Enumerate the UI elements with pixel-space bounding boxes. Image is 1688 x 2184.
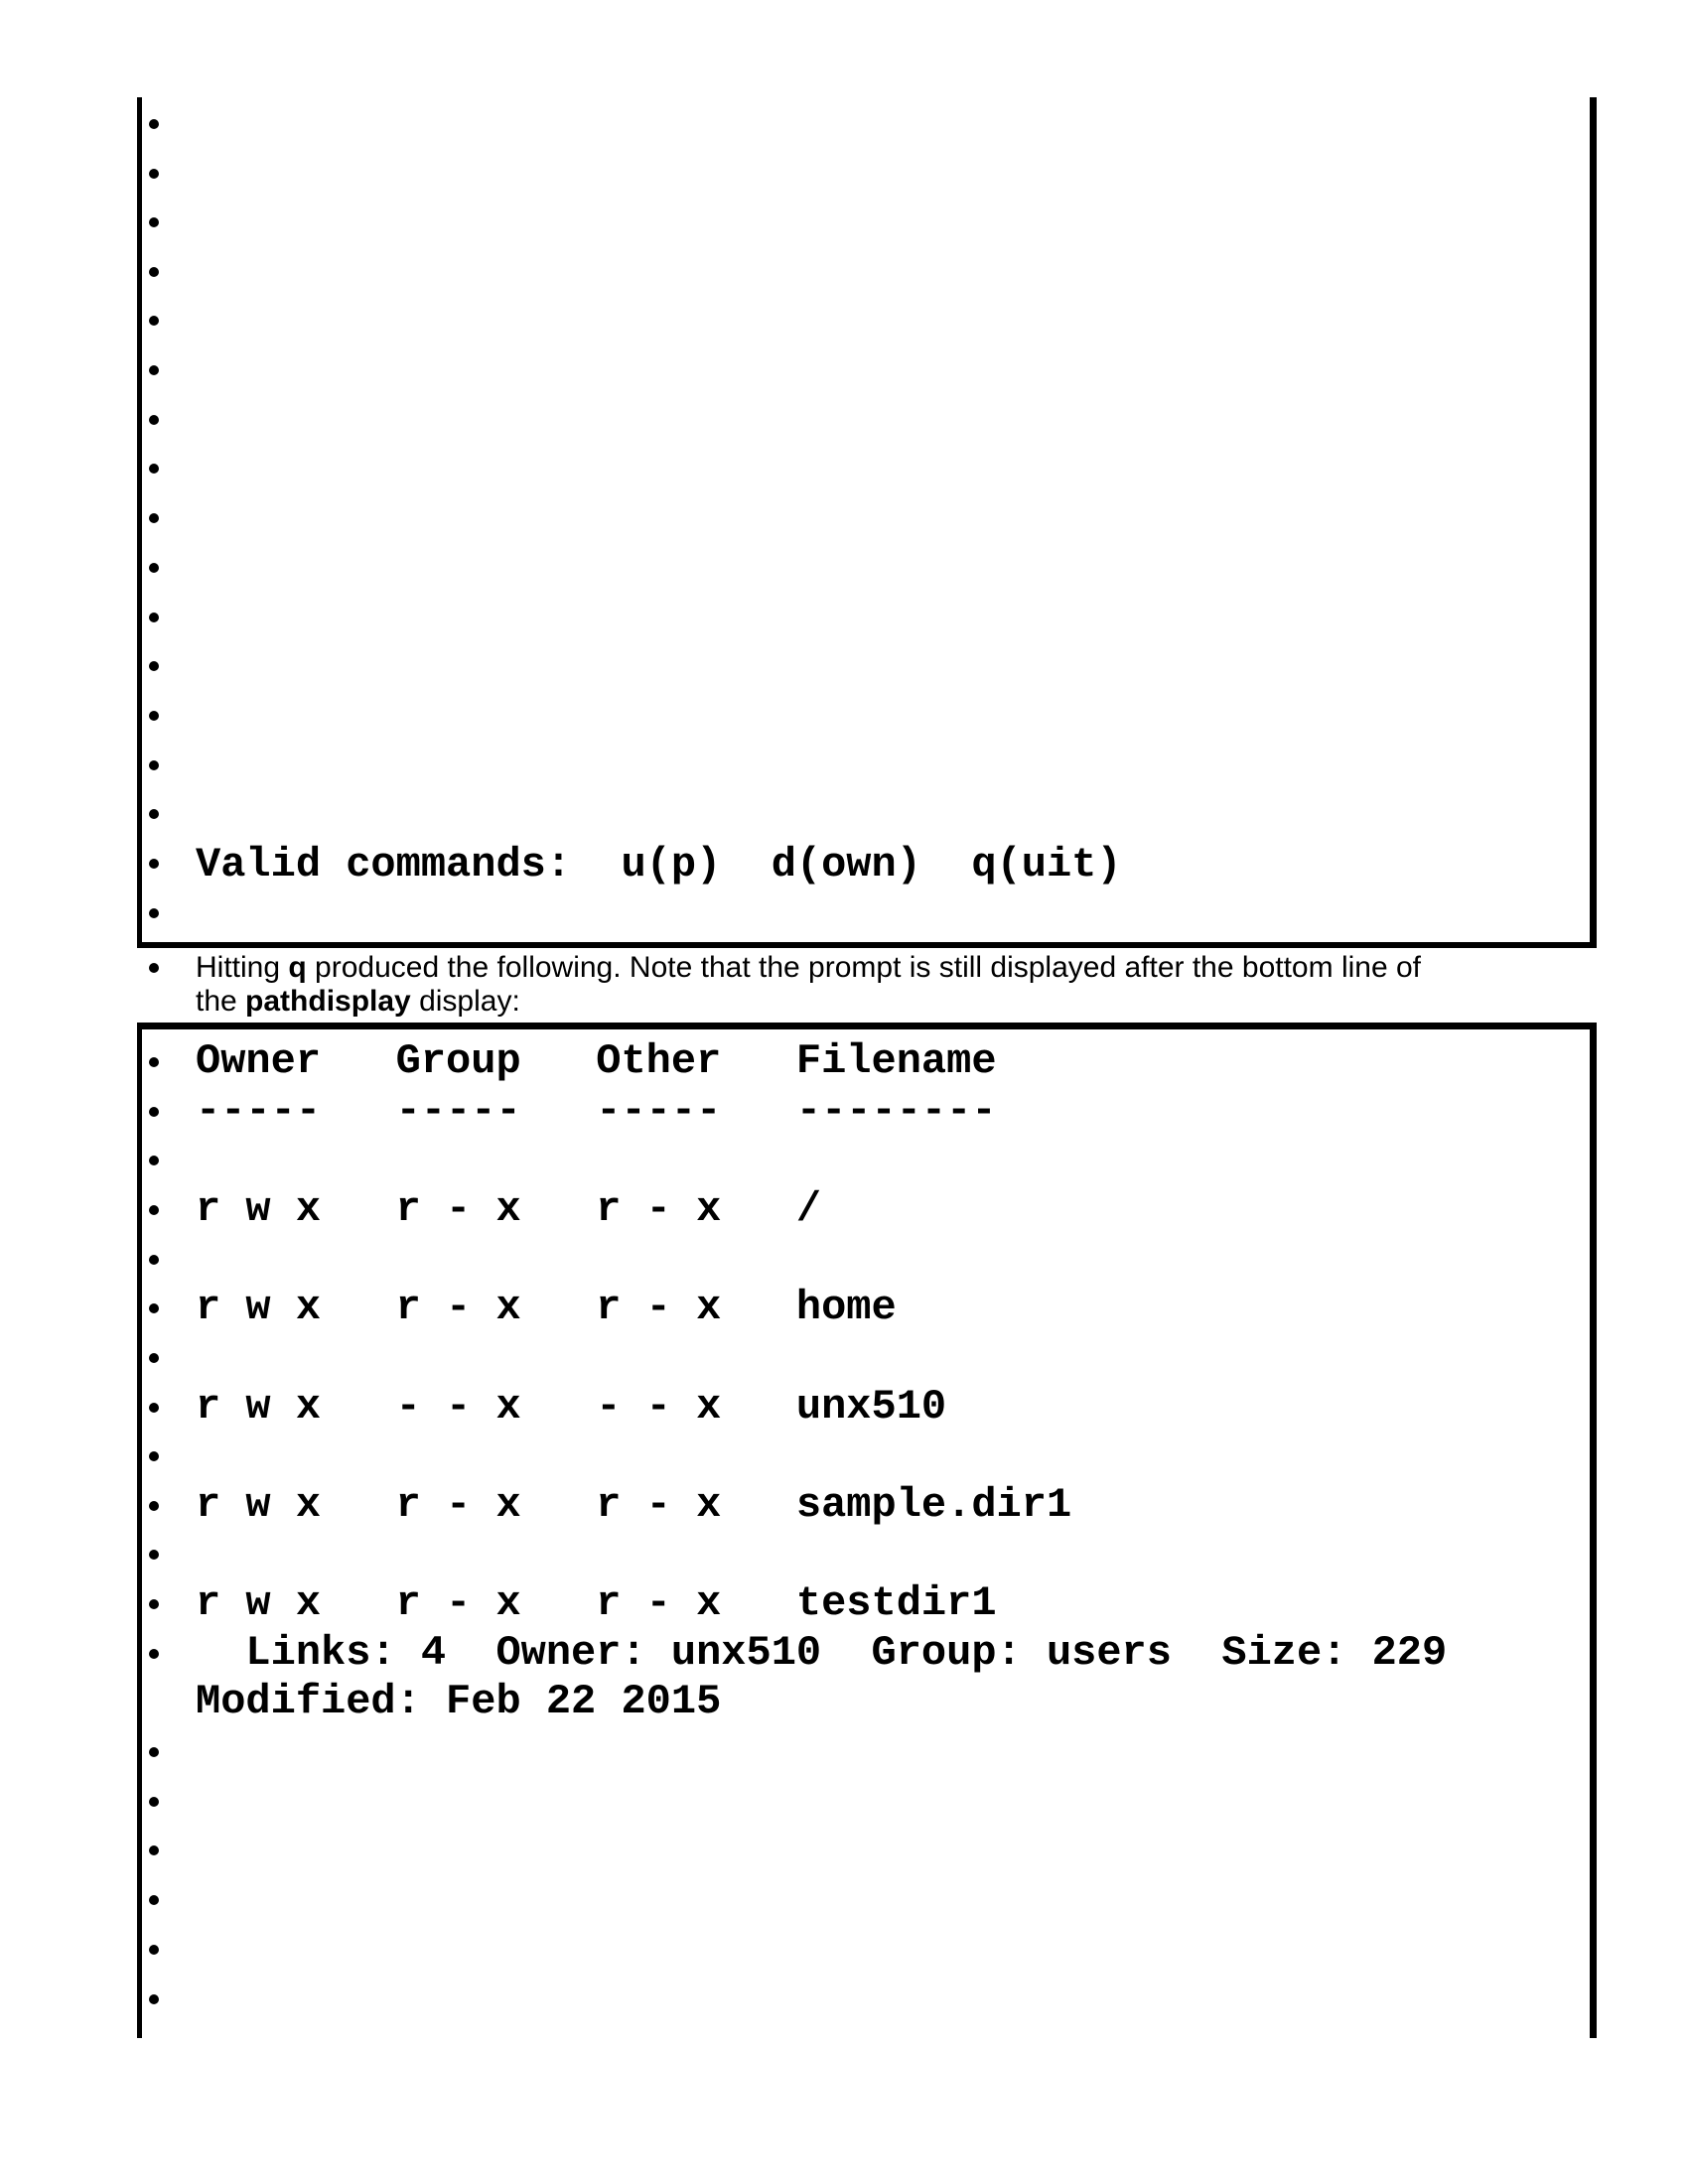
bullet [149, 1550, 159, 1560]
bullet [149, 415, 159, 425]
table-row: r w x r - x r - x / [196, 1185, 822, 1233]
bullet [149, 1403, 159, 1413]
bullet [149, 1845, 159, 1855]
bullet [149, 711, 159, 721]
bullet [149, 1057, 159, 1067]
valid-commands-line: Valid commands: u(p) d(own) q(uit) [196, 841, 1122, 888]
bullet [149, 859, 159, 869]
table-row: r w x - - x - - x unx510 [196, 1383, 947, 1431]
bullet [149, 1797, 159, 1807]
bullet [149, 1451, 159, 1461]
bullet [149, 1599, 159, 1609]
bullet [149, 809, 159, 819]
bullet [149, 169, 159, 179]
bullet [149, 1107, 159, 1117]
bullet [149, 1895, 159, 1905]
bullet [149, 1945, 159, 1955]
file-details-line-1: Links: 4 Owner: unx510 Group: users Size: 229 [196, 1629, 1448, 1677]
caption-line-1: Hitting q produced the following. Note that the prompt is still displayed after the bottom line of [196, 951, 1421, 984]
bullet [149, 119, 159, 129]
bullet [149, 1205, 159, 1215]
table-header: Owner Group Other Filename [196, 1037, 997, 1085]
bullet [149, 365, 159, 375]
program-name: pathdisplay [245, 985, 411, 1018]
bullet [149, 1303, 159, 1313]
table-row: r w x r - x r - x testdir1 [196, 1579, 997, 1627]
bullet [149, 563, 159, 573]
bullet [149, 513, 159, 523]
bullet [149, 1994, 159, 2004]
terminal-box-top [137, 97, 1597, 948]
bullet [149, 1353, 159, 1363]
bullet [149, 760, 159, 770]
bullet [149, 1501, 159, 1511]
table-row: r w x r - x r - x home [196, 1284, 897, 1331]
caption-line-2: the pathdisplay display: [196, 985, 520, 1018]
bullet [149, 316, 159, 326]
bullet [149, 661, 159, 671]
bullet [149, 1649, 159, 1659]
bullet [149, 613, 159, 622]
bullet [149, 1747, 159, 1757]
table-separator: ----- ----- ----- -------- [196, 1087, 997, 1135]
bullet [149, 908, 159, 918]
bullet [149, 1156, 159, 1165]
key-q: q [288, 951, 307, 984]
bullet [149, 217, 159, 227]
terminal-box-bottom [137, 1023, 1597, 2038]
bullet [149, 267, 159, 277]
bullet [149, 464, 159, 474]
bullet [149, 963, 159, 973]
table-row: r w x r - x r - x sample.dir1 [196, 1481, 1072, 1529]
file-details-line-2: Modified: Feb 22 2015 [196, 1678, 722, 1725]
bullet [149, 1255, 159, 1265]
